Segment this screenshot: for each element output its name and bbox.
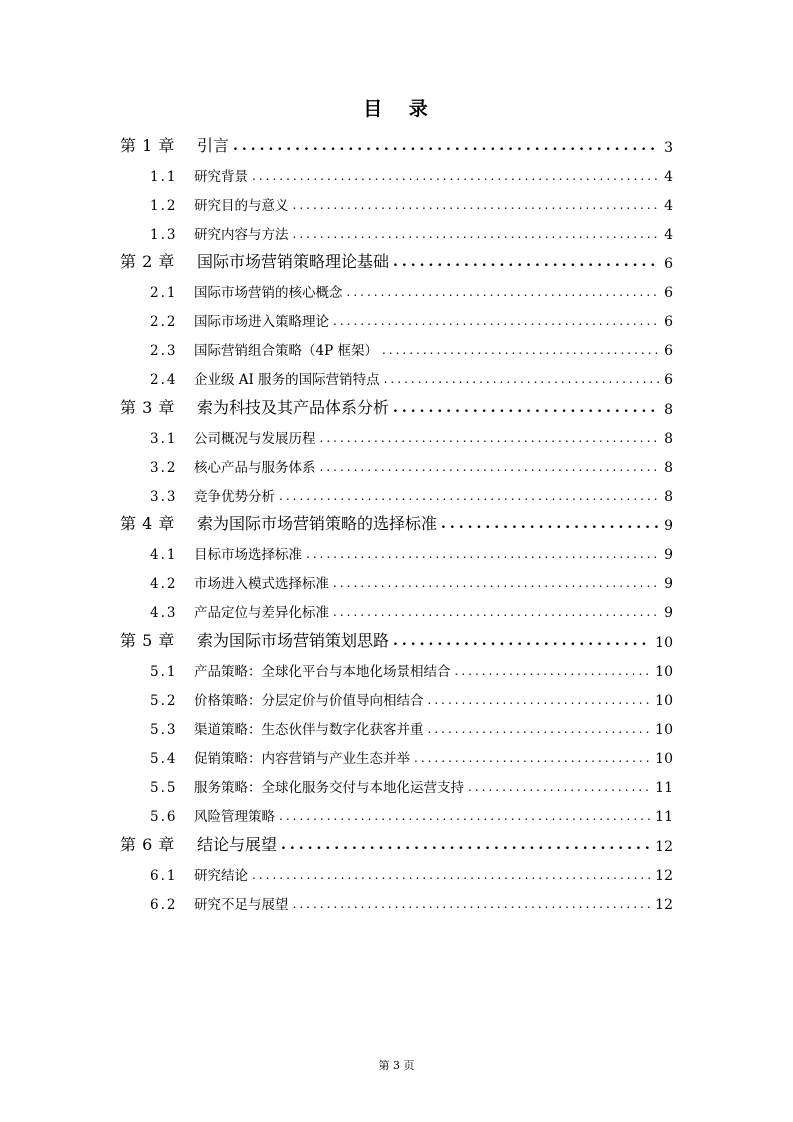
toc-section-entry[interactable]: [120, 651, 673, 680]
toc-entry-page-number: 9: [664, 518, 673, 535]
dot-leader: [428, 694, 652, 706]
toc-entry-number: 3.3: [150, 488, 178, 505]
toc-section-entry[interactable]: [120, 855, 673, 884]
toc-section-entry[interactable]: [120, 884, 673, 913]
toc-entry-title: 企业级 AI 服务的国际营销特点: [194, 372, 380, 389]
dot-leader: [293, 898, 652, 910]
toc-entry-page-number: 4: [664, 168, 673, 185]
toc-chapter-entry[interactable]: [120, 388, 673, 418]
toc-entry-page-number: 9: [664, 605, 673, 622]
page-footer: 第 3 页: [378, 1059, 415, 1072]
toc-entry-number: 5.1: [150, 663, 178, 680]
toc-entry-title: 渠道策略：生态伙伴与数字化获客并重: [194, 721, 424, 738]
toc-entry-page-number: 4: [664, 197, 673, 214]
toc-chapter-entry[interactable]: [120, 505, 673, 535]
toc-entry-number: 1.2: [150, 197, 178, 214]
dot-leader: [441, 517, 659, 531]
toc-section-entry[interactable]: [120, 796, 673, 825]
toc-entry-number: 2.3: [150, 343, 178, 360]
toc-entry-page-number: 10: [655, 721, 673, 738]
toc-entry-page-number: 8: [664, 488, 673, 505]
toc-entry-page-number: 4: [664, 226, 673, 243]
toc-chapter-entry[interactable]: [120, 126, 673, 156]
toc-entry-title: 风险管理策略: [194, 808, 275, 825]
dot-leader: [414, 752, 651, 764]
dot-leader: [468, 781, 651, 793]
toc-entry-number: 2.2: [150, 314, 178, 331]
toc-entry-page-number: 9: [664, 576, 673, 593]
dot-leader: [393, 401, 659, 415]
toc-entry-page-number: 6: [664, 256, 673, 273]
toc-section-entry[interactable]: [120, 592, 673, 621]
toc-entry-number: 5.6: [150, 808, 178, 825]
toc-chapter-entry[interactable]: [120, 825, 673, 855]
toc-entry-number: 4.1: [150, 547, 178, 564]
toc-entry-number: 6.2: [150, 896, 178, 913]
toc-entry-number: 5.2: [150, 692, 178, 709]
toc-section-entry[interactable]: [120, 447, 673, 476]
toc-entry-page-number: 10: [655, 634, 673, 651]
toc-entry-number: 1.3: [150, 226, 178, 243]
dot-leader: [455, 665, 652, 677]
toc-section-entry[interactable]: [120, 476, 673, 505]
toc-entry-page-number: 12: [655, 896, 673, 913]
dot-leader: [233, 139, 659, 153]
dot-leader: [279, 810, 651, 822]
toc-entry-title: 索为国际市场营销策划思路: [197, 630, 390, 650]
toc-entry-number: 5.4: [150, 750, 178, 767]
dot-leader: [393, 255, 659, 269]
toc-entry-page-number: 11: [655, 779, 673, 796]
dot-leader: [293, 199, 660, 211]
toc-entry-number: 第 5 章: [120, 630, 175, 650]
toc-entry-title: 公司概况与发展历程: [194, 430, 316, 447]
toc-entry-number: 4.3: [150, 605, 178, 622]
toc-entry-title: 价格策略：分层定价与价值导向相结合: [194, 692, 424, 709]
toc-entry-number: 3.2: [150, 459, 178, 476]
toc-entry-title: 研究内容与方法: [194, 226, 289, 243]
toc-section-entry[interactable]: [120, 418, 673, 447]
toc-entry-number: 第 3 章: [120, 397, 175, 417]
toc-entry-title: 国际营销组合策略（4P 框架）: [194, 343, 378, 360]
toc-entry-page-number: 12: [655, 838, 673, 855]
dot-leader: [333, 315, 659, 327]
toc-section-entry[interactable]: [120, 709, 673, 738]
toc-entry-number: 2.1: [150, 285, 178, 302]
toc-entry-title: 引言: [197, 135, 230, 155]
toc-entry-title: 国际市场营销的核心概念: [194, 285, 343, 302]
toc-entry-title: 服务策略：全球化服务交付与本地化运营支持: [194, 779, 464, 796]
toc-section-entry[interactable]: [120, 272, 673, 301]
toc-entry-number: 4.2: [150, 576, 178, 593]
toc-entry-page-number: 8: [664, 430, 673, 447]
toc-entry-page-number: 6: [664, 372, 673, 389]
toc-chapter-entry[interactable]: [120, 243, 673, 273]
toc-entry-title: 研究结论: [194, 867, 248, 884]
toc-entry-number: 1.1: [150, 168, 178, 185]
dot-leader: [382, 344, 659, 356]
toc-section-entry[interactable]: [120, 185, 673, 214]
dot-leader: [281, 838, 651, 852]
toc-entry-number: 3.1: [150, 430, 178, 447]
toc-entry-page-number: 10: [655, 750, 673, 767]
toc-entry-page-number: 6: [664, 285, 673, 302]
toc-chapter-entry[interactable]: [120, 621, 673, 651]
toc-entry-title: 研究背景: [194, 168, 248, 185]
toc-entry-page-number: 6: [664, 314, 673, 331]
toc-entry-page-number: 10: [655, 692, 673, 709]
dot-leader: [279, 490, 659, 502]
dot-leader: [428, 723, 652, 735]
toc-entry-title: 国际市场营销策略理论基础: [197, 252, 390, 272]
toc-section-entry[interactable]: [120, 738, 673, 767]
toc-entry-page-number: 6: [664, 343, 673, 360]
dot-leader: [252, 869, 651, 881]
toc-entry-title: 国际市场进入策略理论: [194, 314, 329, 331]
toc-section-entry[interactable]: [120, 534, 673, 563]
toc-entry-title: 产品策略：全球化平台与本地化场景相结合: [194, 663, 451, 680]
dot-leader: [333, 606, 659, 618]
dot-leader: [384, 373, 659, 385]
toc-section-entry[interactable]: [120, 156, 673, 185]
toc-entry-title: 目标市场选择标准: [194, 547, 302, 564]
toc-entry-number: 2.4: [150, 372, 178, 389]
toc-entry-number: 第 1 章: [120, 135, 175, 155]
toc-entry-title: 索为科技及其产品体系分析: [197, 397, 390, 417]
toc-entry-page-number: 3: [664, 139, 673, 156]
dot-leader: [320, 461, 660, 473]
toc-section-entry[interactable]: [120, 680, 673, 709]
toc-entry-page-number: 12: [655, 867, 673, 884]
toc-entry-number: 5.3: [150, 721, 178, 738]
table-of-contents: [120, 126, 673, 913]
toc-entry-title: 索为国际市场营销策略的选择标准: [197, 514, 438, 534]
toc-entry-number: 5.5: [150, 779, 178, 796]
toc-section-entry[interactable]: [120, 214, 673, 243]
toc-entry-title: 市场进入模式选择标准: [194, 576, 329, 593]
toc-section-entry[interactable]: [120, 359, 673, 388]
dot-leader: [293, 228, 660, 240]
dot-leader: [393, 634, 651, 648]
toc-entry-page-number: 11: [655, 808, 673, 825]
toc-entry-title: 研究目的与意义: [194, 197, 289, 214]
toc-entry-page-number: 10: [655, 663, 673, 680]
dot-leader: [320, 432, 660, 444]
toc-entry-title: 促销策略：内容营销与产业生态并举: [194, 750, 410, 767]
dot-leader: [333, 577, 659, 589]
toc-entry-title: 产品定位与差异化标准: [194, 605, 329, 622]
toc-section-entry[interactable]: [120, 330, 673, 359]
toc-section-entry[interactable]: [120, 563, 673, 592]
toc-section-entry[interactable]: [120, 301, 673, 330]
toc-entry-page-number: 8: [664, 401, 673, 418]
toc-entry-number: 第 4 章: [120, 514, 175, 534]
toc-entry-title: 竞争优势分析: [194, 488, 275, 505]
toc-entry-number: 第 2 章: [120, 252, 175, 272]
toc-entry-page-number: 8: [664, 459, 673, 476]
toc-section-entry[interactable]: [120, 767, 673, 796]
toc-entry-number: 第 6 章: [120, 834, 175, 854]
toc-title: 目 录: [363, 98, 438, 120]
toc-entry-page-number: 9: [664, 547, 673, 564]
toc-entry-title: 核心产品与服务体系: [194, 459, 316, 476]
toc-entry-title: 结论与展望: [197, 834, 278, 854]
dot-leader: [252, 170, 659, 182]
dot-leader: [347, 286, 660, 298]
toc-entry-title: 研究不足与展望: [194, 896, 289, 913]
dot-leader: [306, 548, 659, 560]
toc-entry-number: 6.1: [150, 867, 178, 884]
